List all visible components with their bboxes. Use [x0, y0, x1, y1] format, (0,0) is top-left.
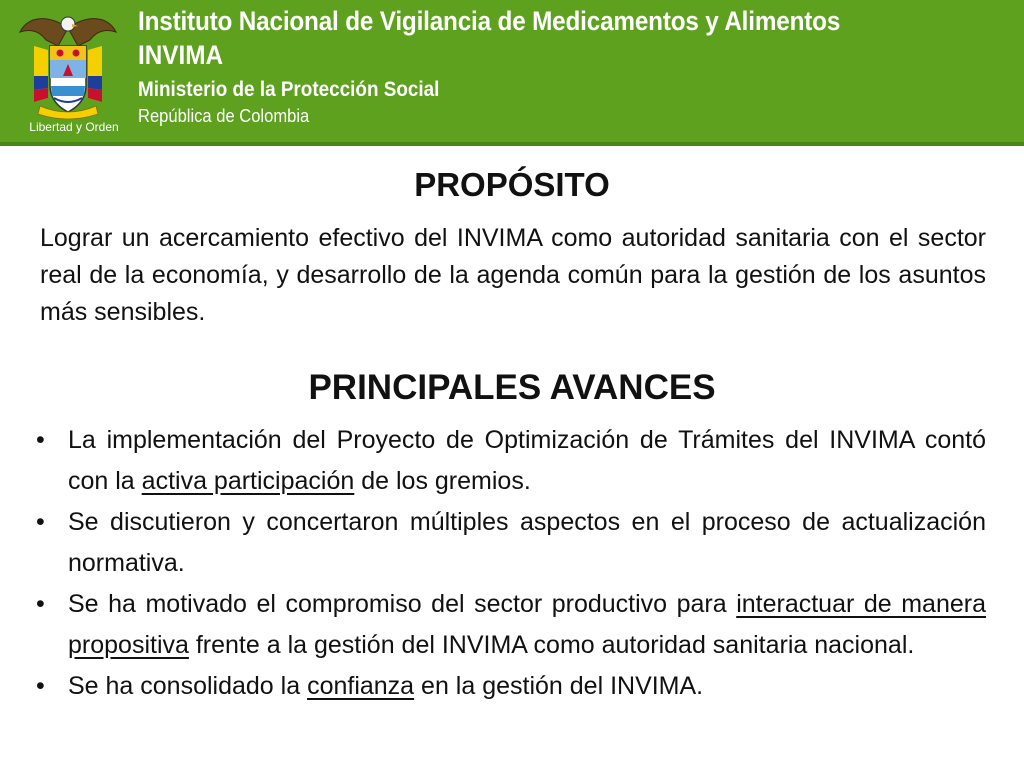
item-text: Se ha motivado el compromiso del sector productivo para: [68, 590, 737, 618]
advances-list: [30, 420, 986, 707]
bullet-icon: •: [36, 672, 45, 700]
item-underlined-text: interactuar de manera propositiva: [68, 590, 986, 659]
item-text-end: frente a la gestión del INVIMA como autoridad sanitaria nacional.: [188, 631, 915, 659]
item-underlined-text: confianza: [307, 672, 415, 700]
item-text-end: de los gremios.: [354, 467, 531, 495]
bullet-icon: •: [36, 426, 45, 454]
bullet-icon: •: [36, 508, 45, 536]
item-text: La implementación del Proyecto de Optimización de Trámites del INVIMA contó con la: [68, 426, 986, 495]
list-item: [30, 584, 986, 666]
purpose-paragraph: Lograr un acercamiento efectivo del INVIMA como autoridad sanitaria con el sector real de la economía, y desarrollo de la agenda común para la gestión de los asuntos más sensibles.: [40, 224, 986, 326]
coat-of-arms-icon: [18, 6, 118, 140]
institution-title: Instituto Nacional de Vigilancia de Medicamentos y Alimentos: [138, 6, 841, 36]
list-item: [30, 502, 986, 584]
item-text: Se discutieron y concertaron múltiples aspectos en el proceso de actualización normativa.: [68, 508, 986, 577]
country-name: República de Colombia: [138, 106, 310, 126]
list-item: [30, 420, 986, 502]
header-banner: [0, 0, 1024, 146]
ministry-name: Ministerio de la Protección Social: [138, 78, 440, 101]
institution-acronym: INVIMA: [138, 40, 224, 70]
list-item: [30, 666, 986, 707]
bullet-icon: •: [36, 590, 45, 618]
emblem-motto: Libertad y Orden: [29, 120, 119, 134]
item-text-end: en la gestión del INVIMA.: [414, 672, 704, 700]
item-text: Se ha consolidado la: [68, 672, 308, 700]
advances-heading: PRINCIPALES AVANCES: [308, 368, 716, 407]
item-underlined-text: activa participación: [141, 467, 355, 495]
purpose-heading: PROPÓSITO: [414, 166, 610, 203]
